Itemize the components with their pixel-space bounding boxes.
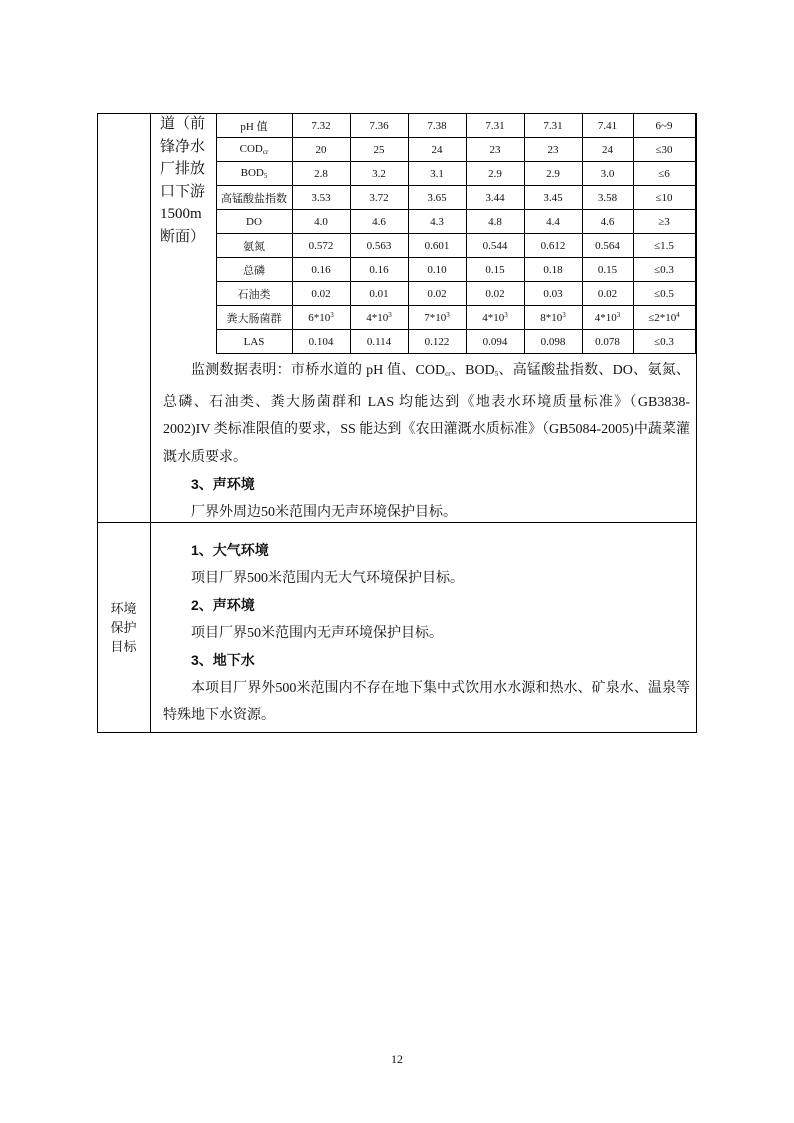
value-cell [582, 306, 633, 330]
value-cell [292, 234, 350, 258]
measured-value: 4*10 [594, 312, 617, 324]
target-heading: 1、大气环境 [191, 542, 269, 558]
value-cell [292, 330, 350, 354]
target-text: 项目厂界50米范围内无声环境保护目标。 [191, 625, 443, 641]
location-line: 口下游 [160, 183, 206, 200]
conclusion-subscript: cr [445, 370, 451, 378]
measured-value: 24 [431, 143, 443, 156]
measured-value: 4.8 [488, 215, 502, 228]
parameter-cell [216, 306, 292, 330]
measured-value: 7.31 [485, 119, 505, 132]
measured-value: 23 [547, 143, 559, 156]
water-quality-conclusion [163, 357, 690, 526]
conclusion-subscript: 5 [494, 370, 499, 378]
value-cell [582, 114, 633, 138]
measured-value: 3.53 [311, 191, 331, 204]
measured-value: 0.572 [308, 239, 334, 252]
value-cell [524, 330, 582, 354]
value-cell [582, 282, 633, 306]
value-exponent: 3 [616, 311, 621, 319]
value-cell [466, 282, 524, 306]
parameter-subscript: cr [262, 148, 269, 156]
measured-value: 3.0 [600, 167, 615, 180]
target-heading: 2、声环境 [191, 597, 255, 613]
value-cell [350, 186, 408, 210]
measured-value: 4*10 [482, 312, 505, 324]
standard-cell [633, 114, 695, 138]
parameter-name: 石油类 [237, 288, 271, 301]
measured-value: 0.18 [543, 263, 563, 276]
location-cell [154, 114, 216, 138]
table-row [154, 186, 695, 210]
value-cell [524, 138, 582, 162]
measured-value: 0.02 [427, 287, 447, 300]
standard-limit: ≥3 [658, 215, 670, 228]
value-cell [292, 306, 350, 330]
measured-value: 0.16 [311, 263, 331, 276]
parameter-name: 高锰酸盐指数 [221, 192, 287, 205]
measured-value: 0.601 [424, 239, 450, 252]
measured-value: 0.612 [540, 239, 566, 252]
measured-value: 0.15 [597, 263, 618, 276]
value-cell [350, 114, 408, 138]
value-cell [466, 114, 524, 138]
value-cell [466, 138, 524, 162]
value-cell [524, 282, 582, 306]
value-cell [350, 258, 408, 282]
measured-value: 4.4 [546, 215, 560, 228]
value-cell [292, 162, 350, 186]
table-row [154, 114, 695, 138]
value-cell [350, 138, 408, 162]
value-cell [408, 186, 466, 210]
value-cell [524, 114, 582, 138]
location-cell [154, 258, 216, 282]
location-line: 断面） [160, 228, 206, 245]
measured-value: 0.114 [366, 335, 392, 348]
measured-value: 0.098 [540, 335, 566, 348]
value-cell [582, 210, 633, 234]
value-exponent: 3 [562, 311, 566, 319]
table-row [154, 162, 695, 186]
env-protection-targets [163, 537, 690, 730]
value-exponent: 3 [446, 311, 450, 319]
value-cell [466, 258, 524, 282]
conclusion-text: 监测数据表明：市桥水道的 pH 值、COD [191, 363, 446, 378]
measured-value: 0.564 [595, 239, 620, 252]
measured-value: 0.02 [485, 287, 505, 300]
value-cell [582, 330, 633, 354]
measured-value: 3.45 [543, 191, 563, 204]
label-column-divider [150, 113, 151, 733]
measured-value: 4.0 [314, 215, 328, 228]
value-cell [292, 114, 350, 138]
location-cell [154, 186, 216, 210]
measured-value: 0.544 [482, 239, 508, 252]
measured-value: 3.44 [485, 191, 505, 204]
parameter-cell [216, 114, 292, 138]
label-line: 目标 [110, 639, 137, 654]
value-cell [524, 234, 582, 258]
noise-heading: 3、声环境 [191, 476, 255, 492]
parameter-name: BOD [240, 167, 264, 179]
measured-value: 0.15 [485, 263, 505, 276]
value-cell [582, 258, 633, 282]
parameter-name: pH 值 [240, 120, 268, 133]
value-cell [466, 162, 524, 186]
table-row [154, 258, 695, 282]
measured-value: 3.72 [369, 191, 389, 204]
measured-value: 25 [373, 143, 385, 156]
value-cell [524, 186, 582, 210]
measured-value: 7.31 [543, 119, 563, 132]
value-cell [292, 210, 350, 234]
standard-cell [633, 138, 695, 162]
measured-value: 2.9 [546, 167, 560, 180]
standard-limit: ≤0.3 [654, 263, 674, 276]
standard-cell [633, 186, 695, 210]
value-exponent: 3 [504, 311, 508, 319]
value-cell [292, 138, 350, 162]
value-cell [292, 258, 350, 282]
measured-value: 0.01 [369, 287, 389, 300]
measured-value: 4.6 [372, 215, 386, 228]
value-cell [466, 186, 524, 210]
value-cell [582, 138, 633, 162]
label-line: 保护 [110, 620, 137, 635]
value-cell [582, 186, 633, 210]
location-cell [154, 282, 216, 306]
location-cell [154, 138, 216, 162]
location-cell [154, 306, 216, 330]
conclusion-paragraph [163, 357, 690, 471]
standard-cell [633, 258, 695, 282]
parameter-cell [216, 234, 292, 258]
value-cell [582, 162, 633, 186]
measured-value: 0.104 [308, 335, 334, 348]
target-heading: 3、地下水 [191, 652, 255, 668]
measured-value: 4.3 [430, 215, 444, 228]
measured-value: 3.58 [597, 191, 618, 204]
measured-value: 0.02 [597, 287, 618, 300]
measured-value: 6*10 [308, 312, 331, 324]
parameter-cell [216, 186, 292, 210]
value-cell [292, 282, 350, 306]
value-cell [582, 234, 633, 258]
value-cell [408, 162, 466, 186]
value-cell [350, 234, 408, 258]
measured-value: 0.03 [543, 287, 563, 300]
value-cell [408, 234, 466, 258]
value-cell [524, 210, 582, 234]
measured-value: 7.36 [369, 119, 389, 132]
measured-value: 20 [315, 143, 327, 156]
standard-limit: ≤0.3 [654, 335, 674, 348]
value-cell [408, 138, 466, 162]
table-row [154, 210, 695, 234]
env-protection-target-label [97, 599, 150, 656]
measured-value: 4*10 [366, 312, 389, 324]
measured-value: 0.10 [427, 263, 447, 276]
measured-value: 2.9 [488, 167, 502, 180]
label-line: 环境 [110, 601, 137, 616]
parameter-cell [216, 282, 292, 306]
standard-cell [633, 282, 695, 306]
location-line: 厂排放 [160, 161, 206, 177]
standard-limit: ≤6 [658, 167, 670, 180]
measured-value: 0.078 [595, 335, 620, 348]
parameter-name: 总磷 [243, 264, 265, 277]
location-cell [154, 234, 216, 258]
conclusion-text: 、高锰酸盐指数、DO、氨氮、总磷、石油类、粪大肠菌群和 LAS 均能达到《地表水环境质量标准》（GB3838-2002)IV 类标准限值的要求，SS 能达到《农田灌溉水质标准》（GB5084-2005)中蔬菜灌溉水质要求。 [163, 363, 691, 465]
target-text: 本项目厂界外500米范围内不存在地下集中式饮用水水源和热水、矿泉水、温泉等特殊地下水资源。 [163, 680, 690, 723]
value-cell [408, 282, 466, 306]
noise-text: 厂界外周边50米范围内无声环境保护目标。 [191, 504, 457, 520]
value-cell [466, 210, 524, 234]
table-row [154, 234, 695, 258]
measured-value: 7.38 [427, 119, 447, 132]
value-cell [408, 330, 466, 354]
standard-limit: ≤1.5 [654, 239, 674, 252]
measured-value: 0.02 [311, 287, 331, 300]
table-row [154, 306, 695, 330]
standard-limit: ≤0.5 [654, 287, 674, 300]
value-cell [408, 210, 466, 234]
measured-value: 8*10 [540, 312, 563, 324]
value-cell [350, 210, 408, 234]
measured-value: 0.094 [482, 335, 508, 348]
value-cell [350, 162, 408, 186]
monitoring-data-table [154, 113, 696, 354]
parameter-name: DO [246, 215, 262, 228]
standard-limit: ≤30 [655, 143, 673, 156]
standard-limit: ≤10 [655, 191, 673, 204]
parameter-cell [216, 162, 292, 186]
value-cell [292, 186, 350, 210]
standard-cell [633, 306, 695, 330]
value-exponent: 3 [388, 311, 392, 319]
page-number: 12 [391, 1052, 403, 1066]
table-row [154, 282, 695, 306]
value-cell [350, 282, 408, 306]
standard-cell [633, 210, 695, 234]
value-cell [466, 234, 524, 258]
location-line: 道（前 [160, 116, 206, 132]
standard-cell [633, 162, 695, 186]
location-cell [154, 210, 216, 234]
location-cell [154, 162, 216, 186]
location-line: 1500m [160, 206, 202, 222]
measured-value: 0.563 [366, 239, 392, 252]
measured-value: 3.65 [427, 191, 447, 204]
measured-value: 3.1 [430, 167, 444, 180]
standard-limit: ≤2*10 [648, 312, 677, 324]
value-cell [408, 258, 466, 282]
standard-cell [633, 330, 695, 354]
measured-value: 7.41 [597, 119, 618, 132]
parameter-cell [216, 210, 292, 234]
location-cell [154, 330, 216, 354]
parameter-cell [216, 138, 292, 162]
measured-value: 23 [489, 143, 501, 156]
parameter-name: 粪大肠菌群 [226, 312, 282, 325]
value-cell [466, 330, 524, 354]
table-row [154, 138, 695, 162]
parameter-subscript: 5 [263, 172, 268, 180]
standard-limit: 6~9 [655, 119, 673, 132]
parameter-name: 氨氮 [243, 240, 265, 253]
measured-value: 2.8 [314, 167, 328, 180]
measured-value: 0.122 [424, 335, 450, 348]
value-exponent: 3 [330, 311, 334, 319]
value-cell [466, 306, 524, 330]
measured-value: 24 [602, 143, 613, 156]
value-cell [524, 162, 582, 186]
conclusion-text: 、BOD [450, 363, 495, 378]
measured-value: 7*10 [424, 312, 447, 324]
value-cell [350, 306, 408, 330]
parameter-name: COD [239, 143, 263, 155]
measured-value: 4.6 [600, 215, 615, 228]
standard-exponent: 4 [676, 311, 680, 319]
value-cell [524, 258, 582, 282]
value-cell [350, 330, 408, 354]
parameter-name: LAS [243, 335, 265, 348]
measured-value: 0.16 [369, 263, 389, 276]
value-cell [408, 306, 466, 330]
target-text: 项目厂界500米范围内无大气环境保护目标。 [191, 570, 464, 586]
location-line: 锋净水 [160, 138, 206, 155]
value-cell [408, 114, 466, 138]
table-row [154, 330, 695, 354]
parameter-cell [216, 330, 292, 354]
measured-value: 7.32 [311, 119, 331, 132]
value-cell [524, 306, 582, 330]
standard-cell [633, 234, 695, 258]
measured-value: 3.2 [372, 167, 386, 180]
parameter-cell [216, 258, 292, 282]
